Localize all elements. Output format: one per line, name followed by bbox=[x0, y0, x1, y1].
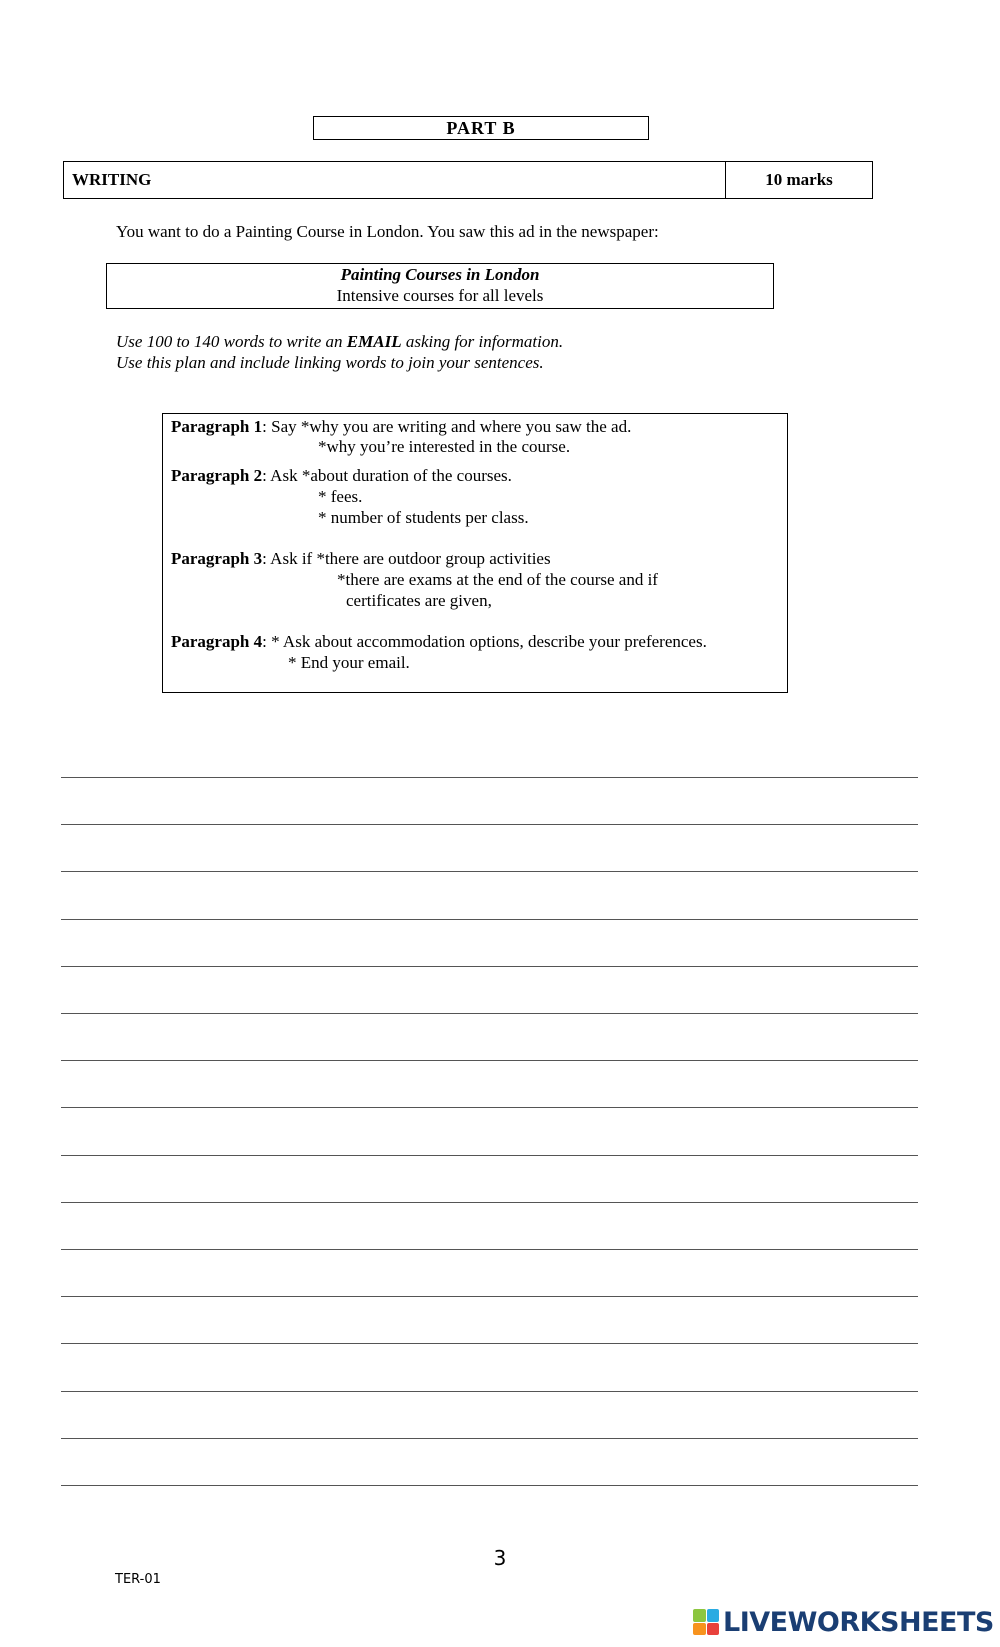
task-intro: You want to do a Painting Course in London. You saw this ad in the newspaper: bbox=[116, 222, 659, 241]
plan-paragraph-1-text: : Say *why you are writing and where you saw the ad. bbox=[262, 417, 632, 436]
plan-paragraph-4-line-2: * End your email. bbox=[288, 653, 410, 672]
instruction-line-1 bbox=[116, 331, 563, 352]
liveworksheets-logo-icon bbox=[693, 1609, 719, 1635]
answer-line[interactable] bbox=[61, 1202, 918, 1203]
answer-line[interactable] bbox=[61, 1485, 918, 1486]
plan-paragraph-3-line-3: certificates are given, bbox=[346, 591, 492, 610]
plan-paragraph-3-line-2: *there are exams at the end of the course and if bbox=[337, 570, 658, 589]
plan-paragraph-1-line-2: *why you’re interested in the course. bbox=[318, 437, 571, 456]
plan-paragraph-2-line-1 bbox=[171, 465, 512, 486]
brand-name: LIVEWORKSHEETS bbox=[723, 1606, 994, 1638]
plan-paragraph-3-text: : Ask if *there are outdoor group activities bbox=[262, 549, 551, 568]
logo-square-red bbox=[707, 1623, 720, 1636]
section-header-table bbox=[63, 161, 873, 199]
answer-line[interactable] bbox=[61, 919, 918, 920]
instruction-1-text-c: asking for information. bbox=[401, 332, 564, 351]
plan-paragraph-2-line-2: * fees. bbox=[318, 487, 363, 506]
answer-line[interactable] bbox=[61, 1343, 918, 1344]
newspaper-ad bbox=[106, 263, 774, 309]
logo-square-blue bbox=[707, 1609, 720, 1622]
plan-paragraph-4-text: : * Ask about accommodation options, describe your preferences. bbox=[262, 632, 707, 651]
answer-line[interactable] bbox=[61, 1249, 918, 1250]
plan-paragraph-4-line-1 bbox=[171, 631, 707, 652]
section-label: WRITING bbox=[64, 162, 726, 198]
writing-plan-box bbox=[162, 413, 788, 693]
answer-line[interactable] bbox=[61, 1438, 918, 1439]
plan-paragraph-1-label: Paragraph 1 bbox=[171, 417, 263, 436]
plan-paragraph-1-line-1 bbox=[171, 416, 631, 437]
part-title: PART B bbox=[313, 116, 649, 140]
plan-paragraph-3-line-1 bbox=[171, 548, 551, 569]
marks-label: 10 marks bbox=[765, 170, 833, 189]
plan-paragraph-2-label: Paragraph 2 bbox=[171, 466, 263, 485]
page-number: 3 bbox=[493, 1546, 507, 1570]
answer-line[interactable] bbox=[61, 1013, 918, 1014]
answer-line[interactable] bbox=[61, 1155, 918, 1156]
instruction-line-2: Use this plan and include linking words to join your sentences. bbox=[116, 353, 544, 372]
plan-paragraph-2-line-3: * number of students per class. bbox=[318, 508, 529, 527]
instruction-1-text-a: Use 100 to 140 words to write an bbox=[116, 332, 347, 351]
answer-line[interactable] bbox=[61, 1107, 918, 1108]
answer-line[interactable] bbox=[61, 1296, 918, 1297]
liveworksheets-brand bbox=[693, 1605, 994, 1639]
logo-square-green bbox=[693, 1609, 706, 1622]
task-instructions bbox=[116, 331, 563, 373]
plan-paragraph-3-label: Paragraph 3 bbox=[171, 549, 263, 568]
footer-code: TER-01 bbox=[115, 1572, 161, 1587]
plan-paragraph-2-text: : Ask *about duration of the courses. bbox=[262, 466, 512, 485]
answer-line[interactable] bbox=[61, 777, 918, 778]
ad-subtitle: Intensive courses for all levels bbox=[336, 286, 544, 305]
answer-line[interactable] bbox=[61, 1060, 918, 1061]
answer-line[interactable] bbox=[61, 966, 918, 967]
ad-title: Painting Courses in London bbox=[340, 265, 540, 284]
answer-line[interactable] bbox=[61, 824, 918, 825]
answer-line[interactable] bbox=[61, 871, 918, 872]
instruction-1-emphasis: EMAIL bbox=[346, 332, 402, 351]
answer-line[interactable] bbox=[61, 1391, 918, 1392]
plan-paragraph-4-label: Paragraph 4 bbox=[171, 632, 263, 651]
logo-square-orange bbox=[693, 1623, 706, 1636]
